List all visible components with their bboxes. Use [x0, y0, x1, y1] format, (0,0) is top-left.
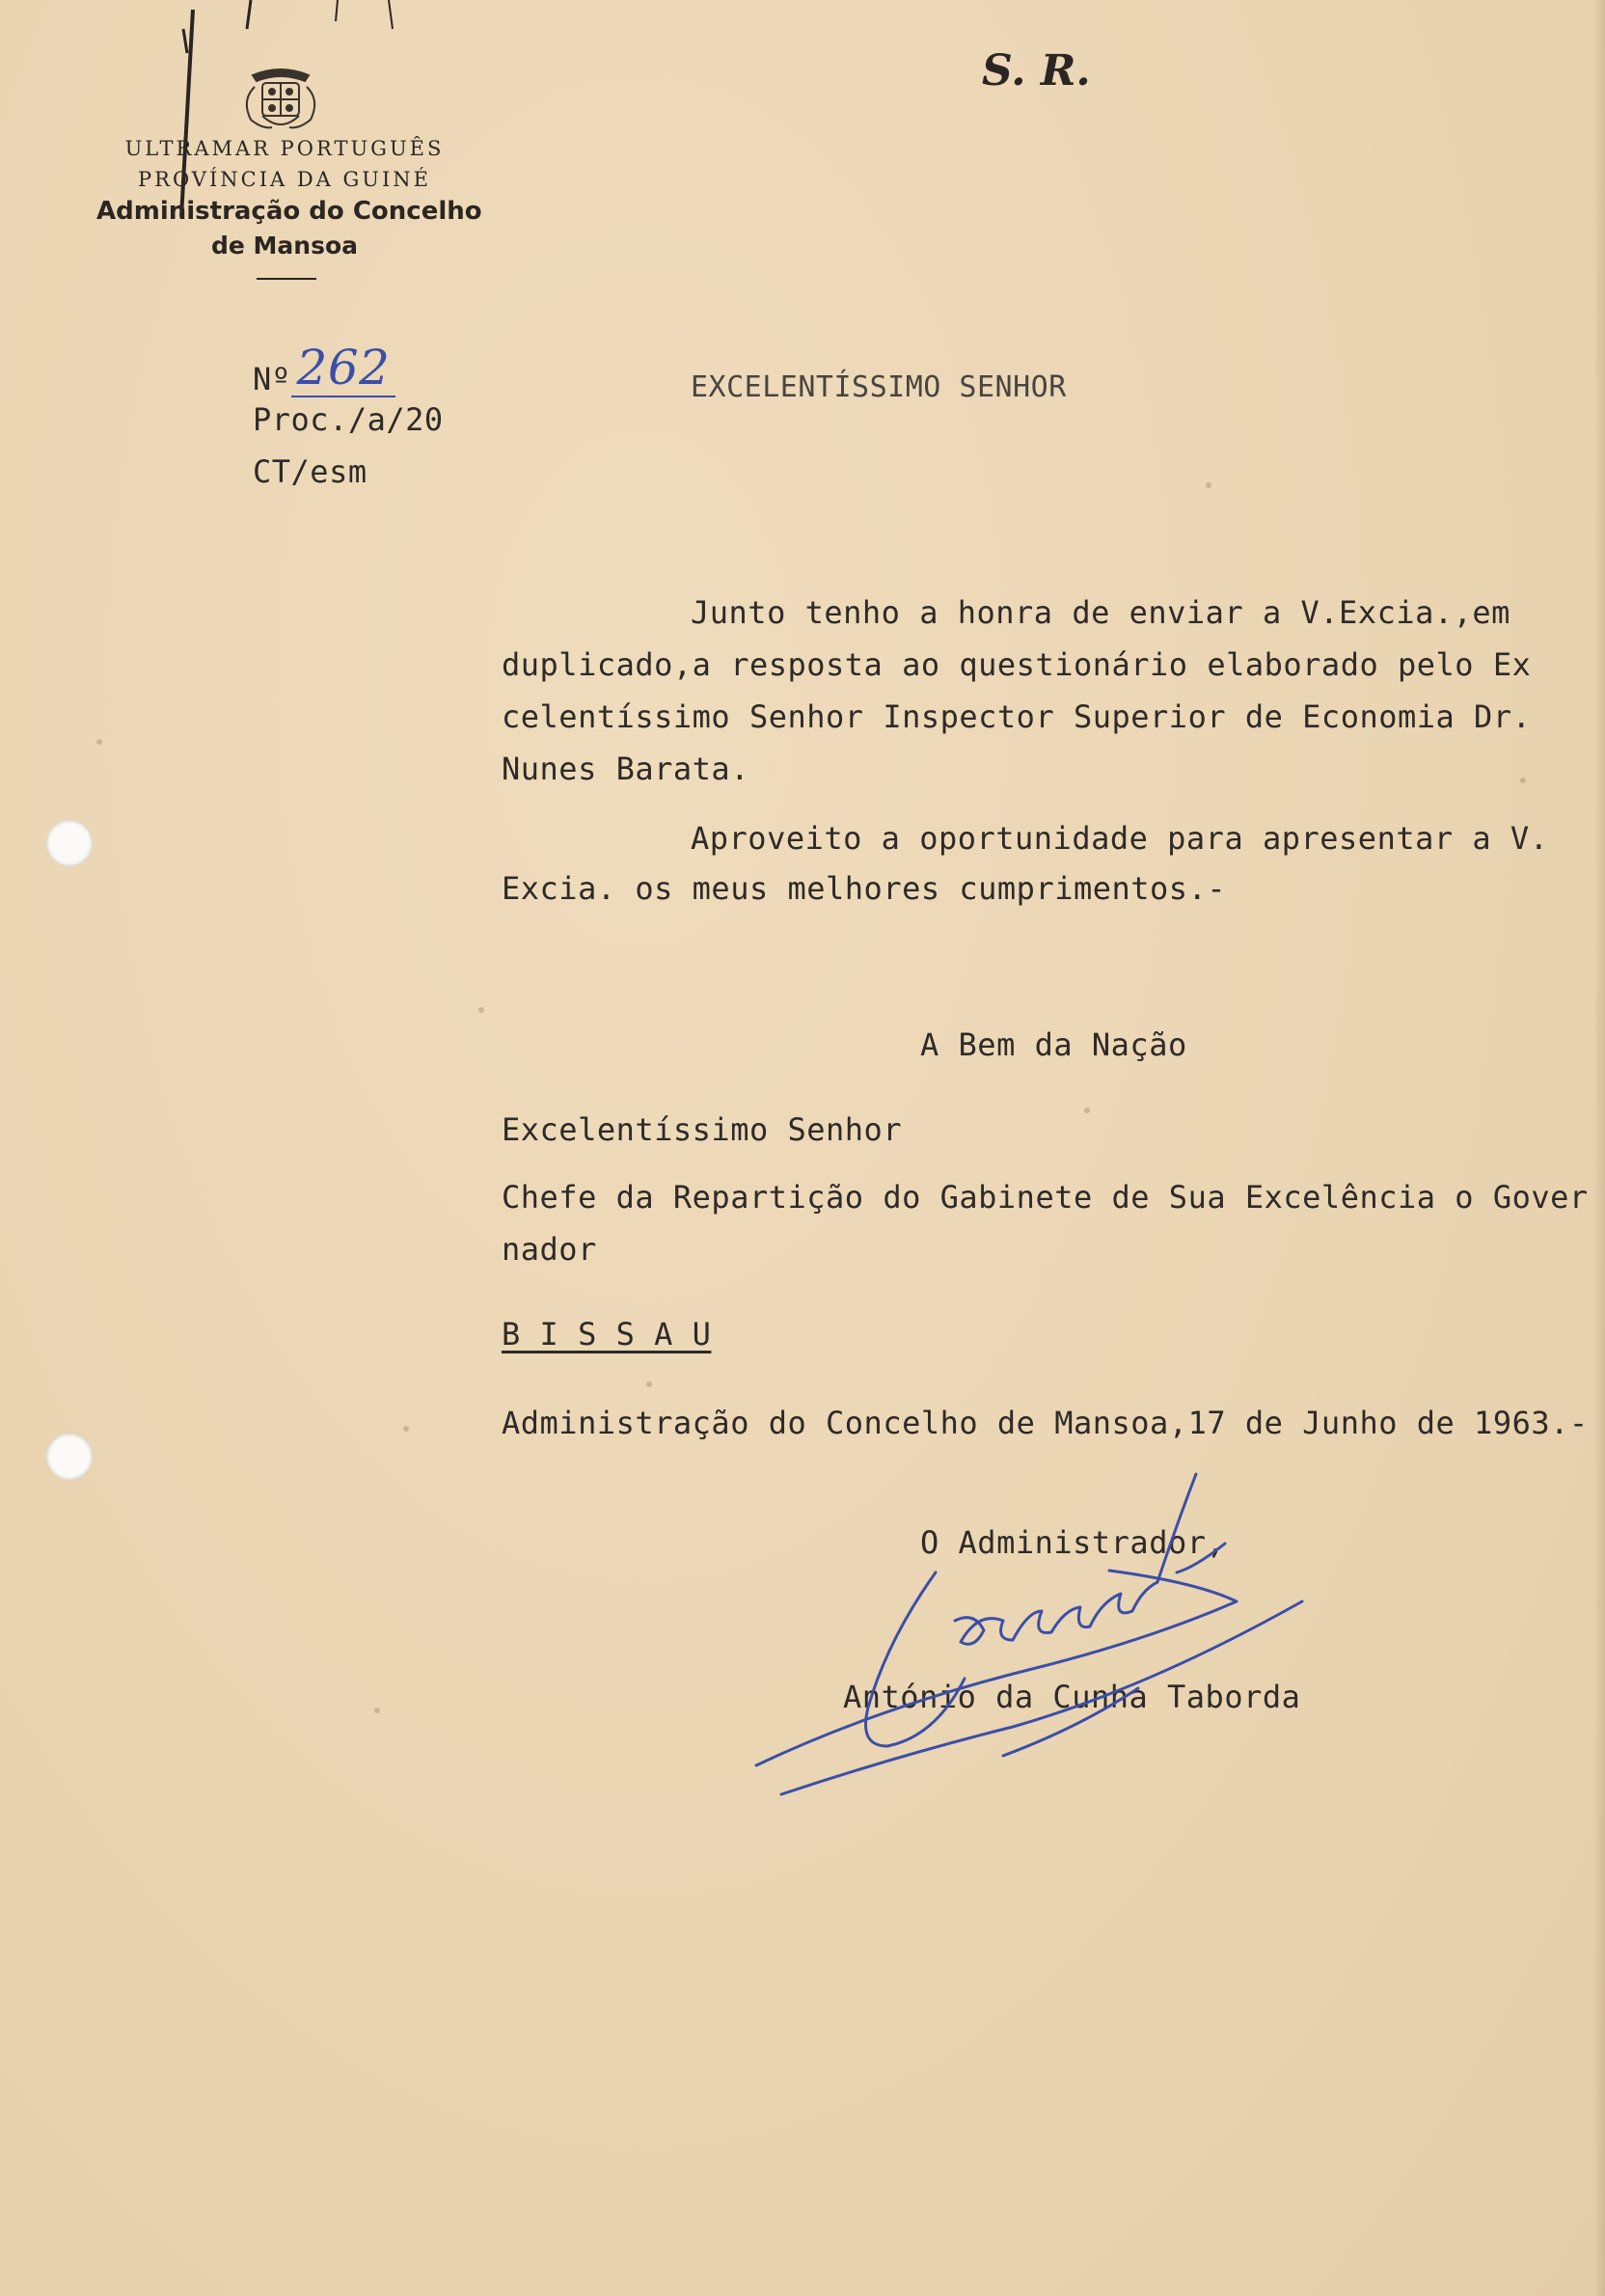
- body-line-3: celentíssimo Senhor Inspector Superior de Economia Dr.: [502, 698, 1532, 735]
- letterhead-line-2: PROVÍNCIA DA GUINÉ: [138, 168, 431, 191]
- process-code: Proc./a/20: [253, 401, 444, 438]
- salutation: EXCELENTÍSSIMO SENHOR: [691, 370, 1067, 404]
- reference-number: [253, 340, 395, 401]
- reference-number-label: Nº: [253, 361, 291, 397]
- letterhead-divider: [257, 278, 316, 280]
- paper-speck: [1520, 778, 1526, 783]
- typist-initials: CT/esm: [253, 453, 367, 490]
- paper-speck: [96, 739, 102, 745]
- body-line-5: Aproveito a oportunidade para apresentar a V.: [691, 820, 1549, 857]
- body-line-1: Junto tenho a honra de enviar a V.Excia.,em: [691, 594, 1510, 631]
- body-line-6: Excia. os meus melhores cumprimentos.-: [502, 870, 1227, 907]
- letterhead-line-1: ULTRAMAR PORTUGUÊS: [124, 137, 445, 160]
- recipient-city: B I S S A U: [502, 1316, 712, 1353]
- punch-hole-bottom: [46, 1434, 93, 1480]
- paper-speck: [1206, 482, 1211, 488]
- paper-speck: [478, 1007, 484, 1013]
- paper-speck: [1084, 1107, 1090, 1113]
- signatory-title: O Administrador,: [920, 1524, 1226, 1561]
- letterhead-line-3: Administração do Concelho: [96, 197, 482, 226]
- date-line: Administração do Concelho de Mansoa,17 de Junho de 1963.-: [502, 1405, 1589, 1441]
- recipient-role-line-2: nador: [502, 1231, 597, 1268]
- body-line-4: Nunes Barata.: [502, 751, 749, 787]
- recipient-title: Excelentíssimo Senhor: [502, 1111, 903, 1148]
- handwritten-signature: [743, 1466, 1321, 1804]
- closing-formula: A Bem da Nação: [920, 1026, 1187, 1063]
- paper-speck: [403, 1426, 409, 1432]
- letterhead-line-4: de Mansoa: [210, 232, 359, 260]
- punch-hole-top: [46, 820, 93, 866]
- paper-edge-shadow: [1593, 0, 1605, 2296]
- reference-number-value: 262: [291, 340, 396, 397]
- paper-speck: [646, 1381, 652, 1387]
- paper-speck: [374, 1708, 380, 1713]
- classification-mark: S. R.: [982, 46, 1091, 96]
- recipient-role-line-1: Chefe da Repartição do Gabinete de Sua Excelência o Gover: [502, 1179, 1589, 1216]
- body-line-2: duplicado,a resposta ao questionário elaborado pelo Ex: [502, 646, 1532, 683]
- signatory-name: António da Cunha Taborda: [843, 1679, 1301, 1715]
